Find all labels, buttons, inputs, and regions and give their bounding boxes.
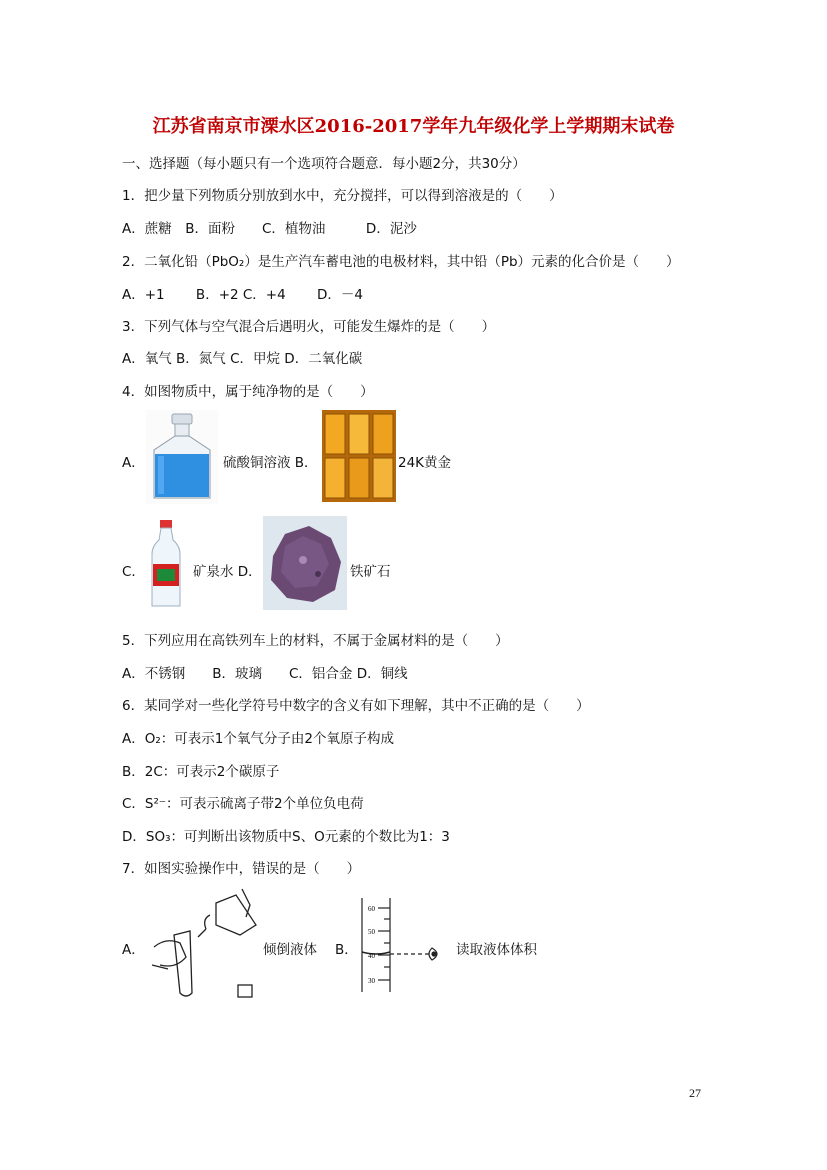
question-6-option-a: A．O₂：可表示1个氧气分子由2个氧原子构成 [122, 731, 394, 747]
question-1-options: A．蔗糖 B．面粉 C．植物油 D．泥沙 [122, 221, 417, 237]
question-6: 6．某同学对一些化学符号中数字的含义有如下理解，其中不正确的是（ ） [122, 698, 590, 714]
q4-option-a-text: 硫酸铜溶液 B． [223, 455, 318, 471]
copper-sulfate-bottle-image [146, 410, 218, 504]
cylinder-tick-40: 40 [368, 952, 375, 960]
question-1: 1．把少量下列物质分别放到水中，充分搅拌，可以得到溶液是的（ ） [122, 188, 563, 204]
cylinder-tick-30: 30 [368, 977, 375, 985]
q4-option-c-text: 矿泉水 D． [193, 564, 262, 580]
cylinder-tick-50: 50 [368, 928, 375, 936]
q4-option-b-text: 24K黄金 [398, 455, 452, 471]
q4-option-d-text: 铁矿石 [350, 564, 391, 580]
cylinder-tick-60: 60 [368, 905, 375, 913]
question-7: 7．如图实验操作中，错误的是（ ） [122, 861, 361, 877]
question-5-options: A．不锈钢 B．玻璃 C．铝合金 D．铜线 [122, 666, 408, 682]
q7-option-b-text: 读取液体体积 [456, 942, 537, 958]
question-6-option-c: C．S²⁻：可表示硫离子带2个单位负电荷 [122, 796, 364, 812]
iron-ore-image [263, 516, 347, 610]
measuring-cylinder-image [360, 898, 454, 992]
q4-option-c-letter: C． [122, 564, 145, 580]
q7-option-a-text: 倾倒液体 [263, 942, 317, 958]
q7-option-a-letter: A． [122, 942, 145, 958]
question-2: 2．二氧化铅（PbO₂）是生产汽车蓄电池的电极材料，其中铅（Pb）元素的化合价是（ ） [122, 254, 680, 270]
page-title: 江苏省南京市溧水区2016-2017学年九年级化学上学期期末试卷 [152, 116, 675, 137]
question-2-options: A．+1 B．+2 C．+4 D．－4 [122, 287, 363, 303]
question-6-option-b: B．2C：可表示2个碳原子 [122, 764, 280, 780]
question-3: 3．下列气体与空气混合后遇明火，可能发生爆炸的是（ ） [122, 319, 496, 335]
page-number: 27 [689, 1086, 701, 1100]
mineral-water-bottle-image [146, 518, 186, 610]
question-5: 5．下列应用在高铁列车上的材料，不属于金属材料的是（ ） [122, 633, 509, 649]
gold-bars-image [322, 410, 396, 502]
section-heading: 一、选择题（每小题只有一个选项符合题意．每小题2分，共30分） [122, 156, 526, 172]
question-6-option-d: D．SO₃：可判断出该物质中S、O元素的个数比为1：3 [122, 829, 450, 845]
question-4: 4．如图物质中，属于纯净物的是（ ） [122, 384, 374, 400]
question-3-options: A．氧气 B．氮气 C．甲烷 D．二氧化碳 [122, 351, 363, 367]
q4-option-a-letter: A． [122, 455, 145, 471]
pouring-liquid-image [146, 885, 262, 1003]
q7-option-b-letter: B． [335, 942, 358, 958]
